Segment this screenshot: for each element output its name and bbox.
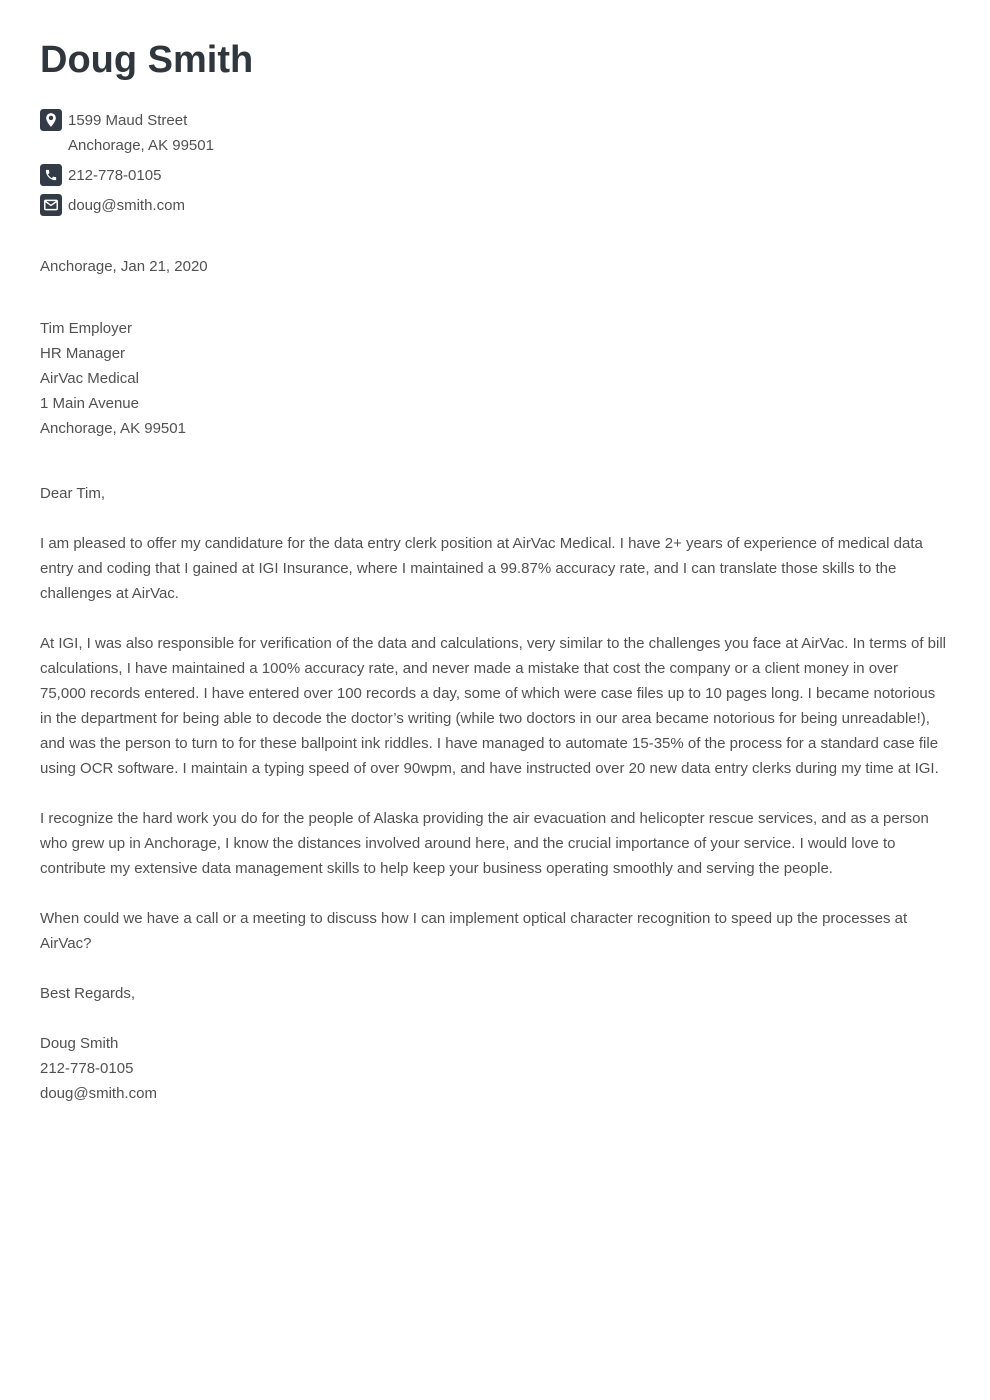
address-line1: 1599 Maud Street	[68, 112, 188, 129]
contact-address-row	[40, 108, 946, 158]
signature-name: Doug Smith	[40, 1035, 119, 1052]
contact-phone-text	[68, 163, 161, 188]
recipient-title: HR Manager	[40, 345, 126, 362]
body-paragraph-4: When could we have a call or a meeting to discuss how I can implement optical character recognition to speed up the processes at AirVac?	[40, 910, 908, 952]
recipient-block	[40, 316, 946, 441]
address-line2: Anchorage, AK 99501	[68, 137, 214, 154]
page-title: Doug Smith	[40, 39, 254, 81]
recipient-street: 1 Main Avenue	[40, 395, 139, 412]
location-pin-icon	[40, 109, 62, 131]
date-line: Anchorage, Jan 21, 2020	[40, 258, 208, 275]
phone-icon	[40, 164, 62, 186]
signature-block	[40, 1031, 946, 1106]
contact-email-row	[40, 193, 946, 218]
closing: Best Regards,	[40, 985, 136, 1002]
recipient-name: Tim Employer	[40, 320, 132, 337]
recipient-company: AirVac Medical	[40, 370, 139, 387]
body-paragraph-3: I recognize the hard work you do for the people of Alaska providing the air evacuation and helicopter rescue services, and as a person who grew up in Anchorage, I know the distances involved around here, and the crucial importance of your service. I would love to contribute my extensive data management skills to help keep your business operating smoothly and serving the people.	[40, 810, 929, 877]
signature-email: doug@smith.com	[40, 1085, 157, 1102]
signature-phone: 212-778-0105	[40, 1060, 134, 1077]
envelope-icon	[40, 194, 62, 216]
body-paragraph-1: I am pleased to offer my candidature for the data entry clerk position at AirVac Medical. I have 2+ years of experience of medical data entry and coding that I gained at IGI Insurance, where I maintained a 99.87% accuracy rate, and I can translate those skills to the challenges at AirVac.	[40, 535, 923, 602]
contact-email-text	[68, 193, 185, 218]
contact-phone-row	[40, 163, 946, 188]
contact-block	[40, 108, 946, 218]
salutation: Dear Tim,	[40, 485, 106, 502]
contact-address-text	[68, 108, 214, 158]
phone-number: 212-778-0105	[68, 167, 162, 184]
body-paragraph-2: At IGI, I was also responsible for verification of the data and calculations, very similar to the challenges you face at AirVac. In terms of bill calculations, I have maintained a 100% accuracy rate, and never made a mistake that cost the company or a client money in over 75,000 records entered. I have entered over 100 records a day, some of which were case files up to 10 pages long. I became notorious in the department for being able to decode the doctor’s writing (while two doctors in our area became notorious for being unreadable!), and was the person to turn to for these ballpoint ink riddles. I have managed to automate 15-35% of the process for a standard case file using OCR software. I maintain a typing speed of over 90wpm, and have instructed over 20 new data entry clerks during my time at IGI.	[40, 635, 946, 777]
recipient-city: Anchorage, AK 99501	[40, 420, 186, 437]
email-address: doug@smith.com	[68, 197, 185, 214]
